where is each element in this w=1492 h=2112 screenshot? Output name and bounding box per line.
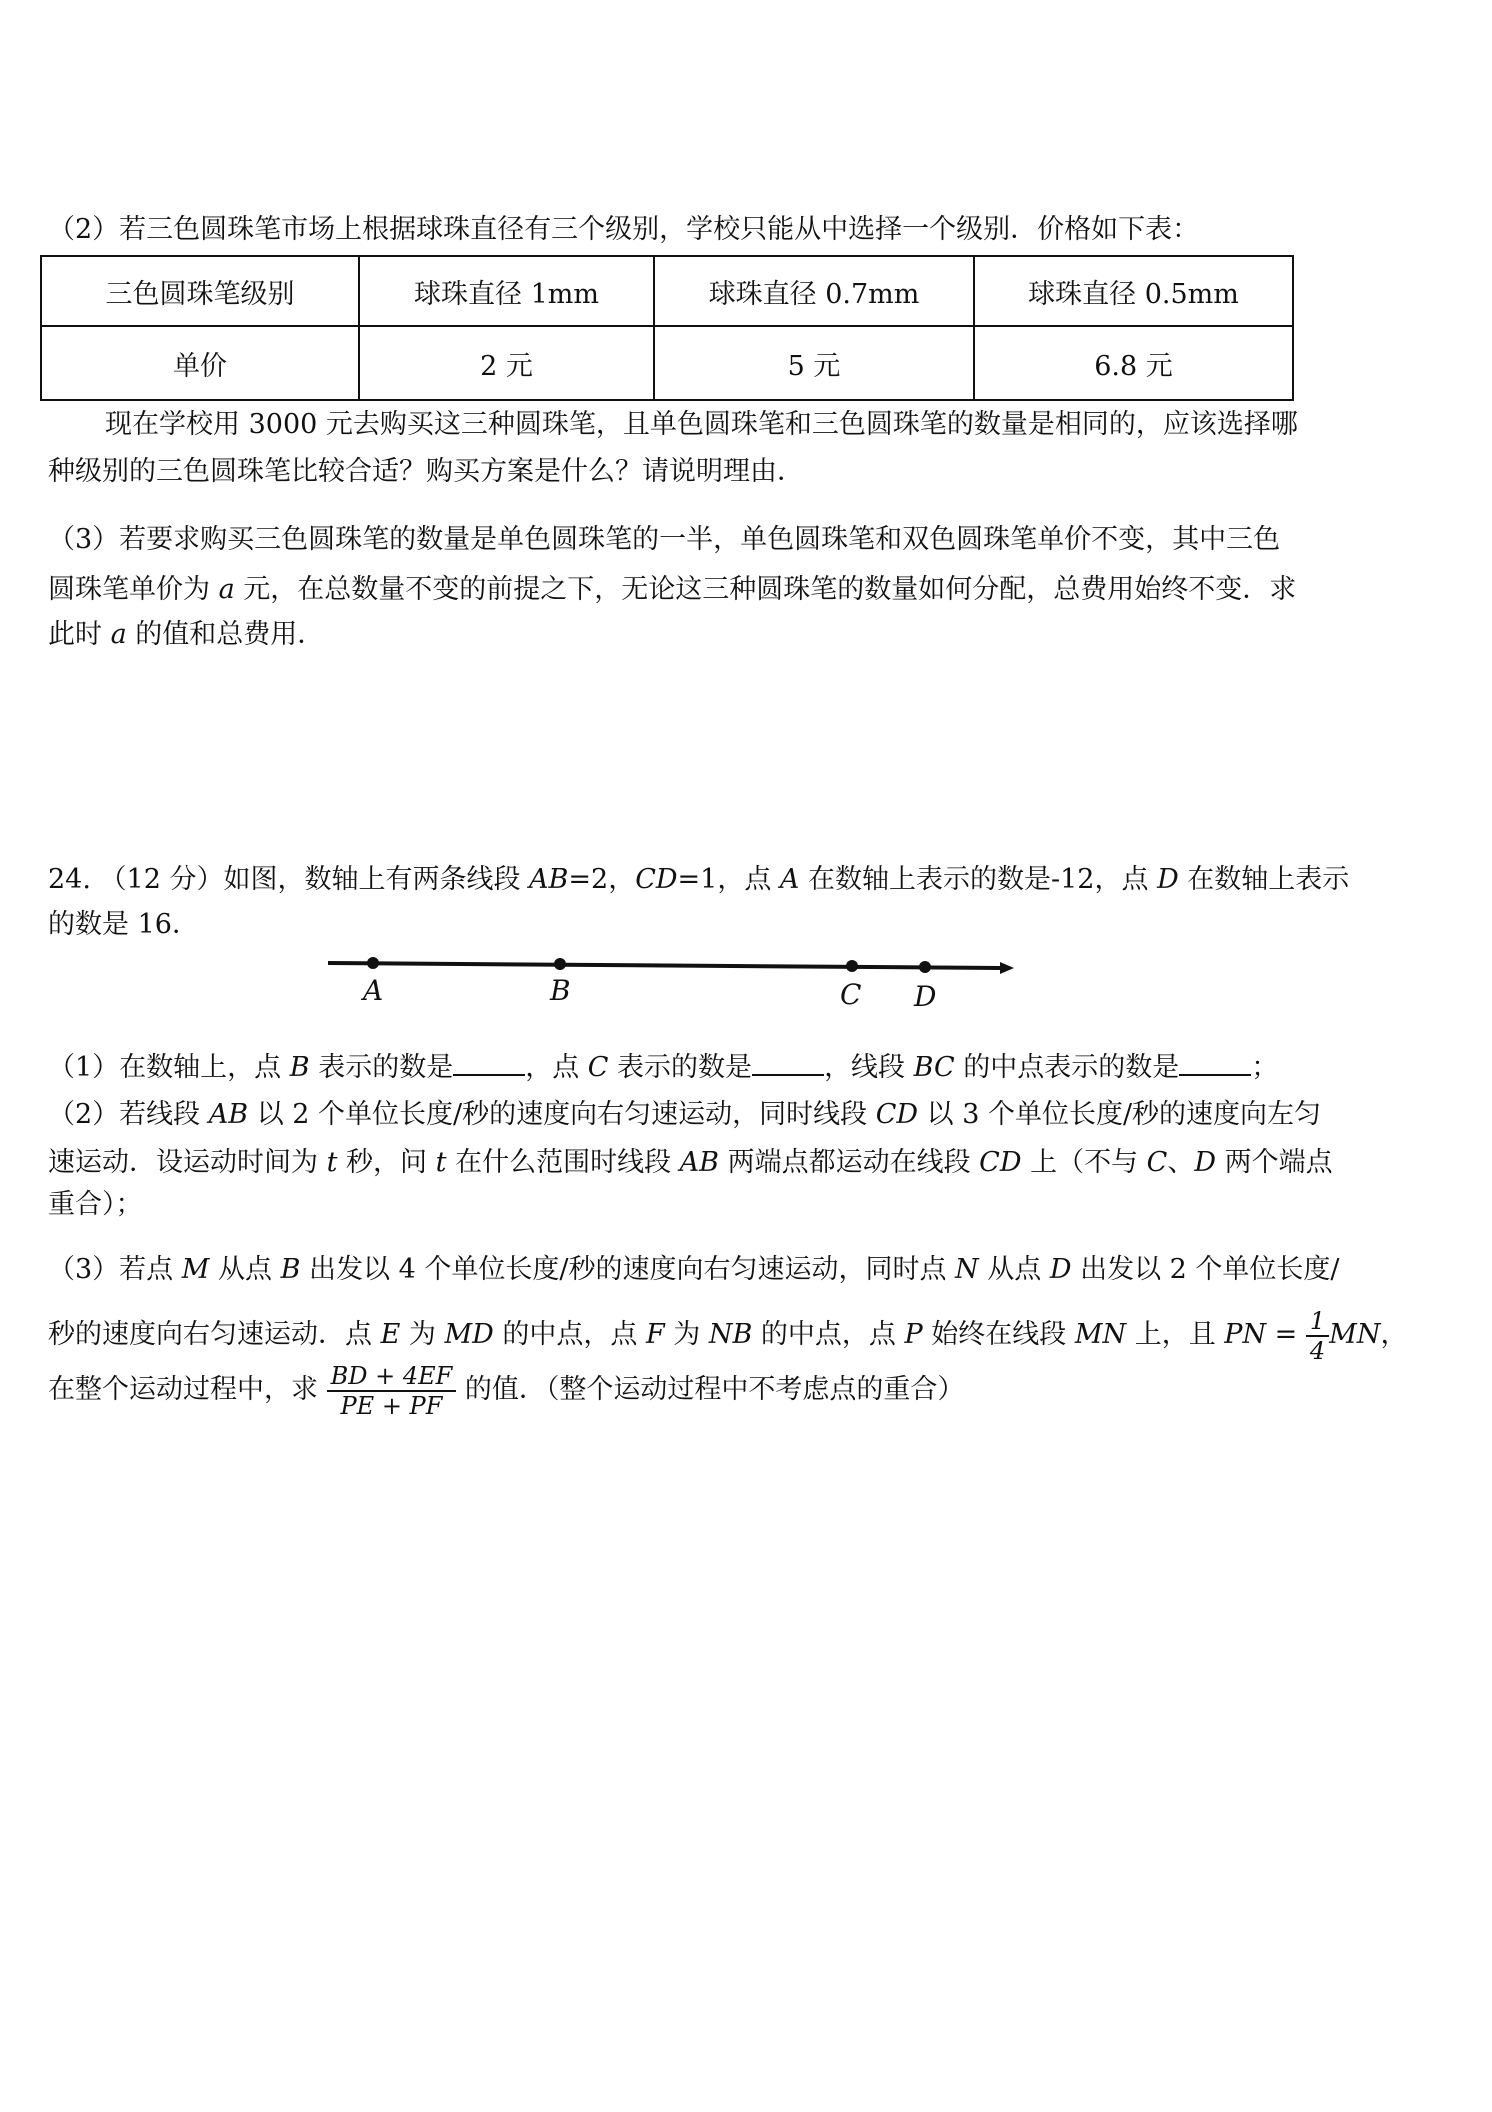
axis-label-c: C [840,978,862,1011]
axis-label-a: A [363,974,384,1007]
q24-part1: （1）在数轴上，点 B 表示的数是 ，点 C 表示的数是 ，线段 BC 的中点表示的数是 ； [48,1046,1278,1088]
table-cell: 5 元 [654,326,974,400]
q23-part3-line3: 此时 a 的值和总费用． [48,619,325,650]
axis-label-b: B [550,974,571,1007]
table-cell: 球珠直径 1mm [359,256,654,326]
table-cell: 三色圆珠笔级别 [41,256,359,326]
q24-part3-line3: 在整个运动过程中，求 $\frac{BD + 4EF}{PE + PF}$ 的值．（整个运动过程中不考虑点的重合） [48,1361,965,1420]
q24-part3-line2: 秒的速度向右匀速运动．点 E 为 MD 的中点，点 F 为 NB 的中点，点 P 始终在线段 MN 上，且 PN = $\frac{1}{4}$ MN， [48,1306,1408,1365]
q23-part3-line2: 圆珠笔单价为 a 元，在总数量不变的前提之下，无论这三种圆珠笔的数量如何分配，总费用始终不变．求 [48,574,1297,605]
fraction-one-quarter: $\frac{1}{4}$ [1306,1307,1329,1365]
axis-label-d: D [914,980,937,1013]
variable-a: a [218,574,235,605]
q24-part3-line1: （3）若点 M 从点 B 出发以 4 个单位长度/秒的速度向右匀速运动，同时点 N 从点 D 出发以 2 个单位长度/ [48,1254,1340,1285]
q24-part2-line1: （2）若线段 AB 以 2 个单位长度/秒的速度向右匀速运动，同时线段 CD 以 3 个单位长度/秒的速度向左匀 [48,1099,1322,1130]
q23-part2-line1: 现在学校用 3000 元去购买这三种圆珠笔，且单色圆珠笔和三色圆珠笔的数量是相同的，应该选择哪 [105,409,1298,440]
q24-stem-line2: 的数是 16． [48,909,199,940]
point-d [919,961,931,973]
answer-blank[interactable] [1179,1046,1251,1076]
table-cell: 球珠直径 0.5mm [974,256,1293,326]
fraction-expression: $\frac{BD + 4EF}{PE + PF}$ [327,1362,457,1420]
table-row [41,326,1293,400]
number-line-axis [328,963,1000,968]
table-cell: 2 元 [359,326,654,400]
table-cell: 球珠直径 0.7mm [654,256,974,326]
table-cell: 单价 [41,326,359,400]
point-a [367,957,379,969]
q23-part2-intro: （2）若三色圆珠笔市场上根据球珠直径有三个级别，学校只能从中选择一个级别．价格如下表： [48,214,1200,245]
q23-part3-line1: （3）若要求购买三色圆珠笔的数量是单色圆珠笔的一半，单色圆珠笔和双色圆珠笔单价不变，其中三色 [48,524,1281,555]
q24-part2-line3: 重合）； [48,1189,143,1220]
table-cell: 6.8 元 [974,326,1293,400]
q23-part2-line2: 种级别的三色圆珠笔比较合适？购买方案是什么？请说明理由． [48,456,804,487]
table-header-row [41,256,1293,326]
point-b [554,958,566,970]
variable-a: a [110,619,127,650]
price-table [40,255,1294,401]
answer-blank[interactable] [453,1046,525,1076]
q24-stem-line1: 24. （12 分）如图，数轴上有两条线段 AB=2，CD=1，点 A 在数轴上表示的数是-12，点 D 在数轴上表示 [48,864,1350,895]
point-c [846,960,858,972]
answer-blank[interactable] [752,1046,824,1076]
q24-part2-line2: 速运动．设运动时间为 t 秒，问 t 在什么范围时线段 AB 两端点都运动在线段 CD 上（不与 C、D 两个端点 [48,1147,1333,1178]
arrow-icon [1000,962,1014,974]
